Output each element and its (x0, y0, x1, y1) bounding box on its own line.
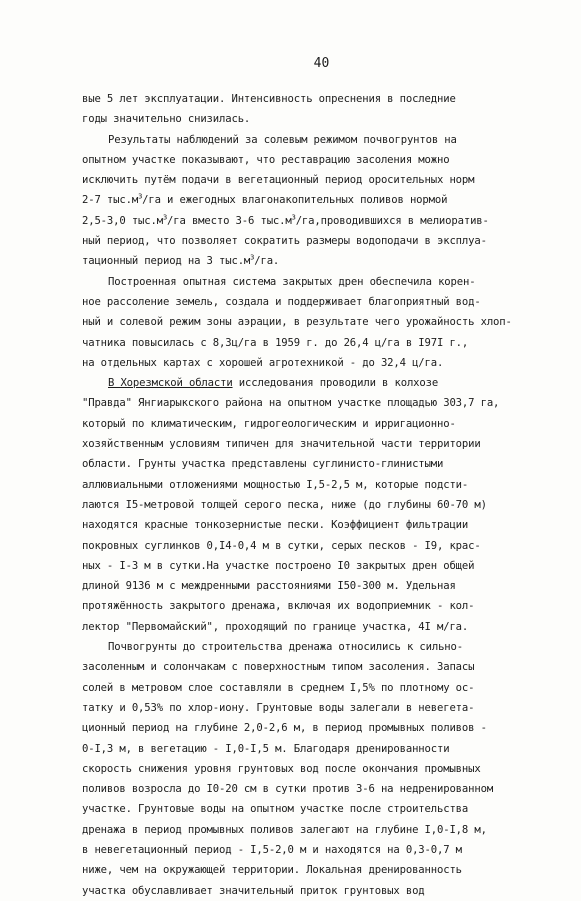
text-line (82, 840, 551, 860)
text-line (82, 556, 551, 576)
text-line (82, 820, 551, 840)
text-line (82, 434, 551, 454)
text-line (82, 393, 551, 413)
text-segment: исключить путём подачи в вегетационный период оросительных норм (82, 174, 475, 187)
text-segment: аллювиальными отложениями мощностью I,5-2,5 м, которые подсти- (82, 478, 469, 491)
text-segment: покровных суглинков 0,I4-0,4 м в сутки, серых песков - I9, крас- (82, 539, 481, 552)
paragraph (82, 130, 551, 272)
text-line (82, 536, 551, 556)
text-segment: Почвогрунты до строительства дренажа относились к сильно- (108, 641, 463, 654)
text-segment: /га и ежегодных влагонакопительных поливов нормой (142, 194, 448, 207)
text-segment: длиной 9136 м с междренными расстояниями I50-300 м. Удельная (82, 580, 456, 593)
text-segment: участка обуславливает значительный приток грунтовых вод (82, 884, 425, 897)
text-segment: татку и 0,53% по хлор-иону. Грунтовые воды залегали в невегета- (82, 701, 475, 714)
text-segment: "Правда" Янгиарыкского района на опытном участке площадью 303,7 га, (82, 397, 500, 410)
text-segment: вые 5 лет эксплуатации. Интенсивность опреснения в последние (82, 93, 456, 105)
text-line (82, 881, 551, 901)
text-segment: опытном участке показывают, что реставрацию засоления можно (82, 153, 450, 166)
text-segment: ниже, чем на окружающей территории. Локальная дренированность (82, 864, 462, 877)
text-line (82, 576, 551, 596)
text-segment: /га вместо 3-6 тыс.м (167, 214, 292, 227)
text-segment: /га,проводившихся в мелиоратив- (295, 214, 489, 227)
text-line (82, 475, 551, 495)
paragraph (82, 272, 551, 373)
text-segment: области. Грунты участка представлены суглинисто-глинистыми (82, 458, 444, 471)
text-line (82, 251, 551, 271)
text-segment: /га. (254, 255, 280, 268)
text-line (82, 799, 551, 819)
text-line (82, 231, 551, 251)
text-line (82, 170, 551, 190)
text-segment: ных - I-3 м в сутки.На участке построено I0 закрытых дрен общей (82, 559, 475, 572)
text-segment: 2,5-3,0 тыс.м (82, 214, 163, 227)
text-line (82, 779, 551, 799)
text-segment: протяжённость закрытого дренажа, включая их водоприемник - кол- (82, 600, 475, 613)
text-line (82, 617, 551, 637)
text-segment: исследования проводили в колхозе (232, 377, 439, 390)
text-line (82, 454, 551, 474)
text-line (82, 292, 551, 312)
text-line (82, 515, 551, 535)
text-line (82, 860, 551, 880)
text-segment: скорость снижения уровня грунтовых вод после окончания промывных (82, 762, 481, 775)
text-line (82, 150, 551, 170)
text-segment: тационный период на 3 тыс.м (82, 255, 251, 268)
text-line (82, 272, 551, 292)
text-line (82, 414, 551, 434)
text-line (82, 312, 551, 332)
text-segment: хозяйственным условиям типичен для значительной части территории (82, 438, 481, 451)
paragraph (82, 373, 551, 637)
text-segment: в невегетационный период - I,5-2,0 м и находятся на 0,3-0,7 м (82, 843, 462, 856)
text-line (82, 373, 551, 393)
text-segment: засоленным и солончакам с поверхностным типом засоления. Запасы (82, 661, 475, 674)
paragraph (82, 637, 551, 901)
text-line (82, 739, 551, 759)
text-segment: солей в метровом слое составляли в среднем I,5% по плотному ос- (82, 681, 475, 694)
text-line (82, 637, 551, 657)
text-segment: поливов возросла до I0-20 см в сутки против 3-6 на недренированном (82, 783, 494, 796)
text-segment: лектор "Первомайский", проходящий по границе участка, 4I м/га. (82, 620, 469, 633)
text-line (82, 333, 551, 353)
text-line (82, 353, 551, 373)
superscript: 3 (291, 213, 296, 222)
text-segment: 2-7 тыс.м (82, 194, 139, 207)
text-segment: участке. Грунтовые воды на опытном участке после строительства (82, 803, 469, 816)
text-segment: Результаты наблюдений за солевым режимом почвогрунтов на (108, 133, 457, 146)
text-line (82, 89, 551, 109)
text-segment: чатника повысилась с 8,3ц/га в 1959 г. до 26,4 ц/га в I97I г., (82, 336, 469, 349)
text-segment: который по климатическим, гидрогеологическим и ирригационно- (82, 417, 456, 430)
text-segment: лаются I5-метровой толщей серого песка, ниже (до глубины 60-70 м) (82, 498, 487, 511)
text-segment: 0-I,3 м, в вегетацию - I,0-I,5 м. Благодаря дренированности (82, 742, 450, 755)
superscript: 3 (250, 253, 255, 262)
superscript: 3 (138, 192, 143, 201)
text-segment: Построенная опытная система закрытых дрен обеспечила корен- (108, 275, 476, 288)
text-line (82, 109, 551, 129)
text-line (82, 211, 551, 231)
text-segment: на отдельных картах с хорошей агротехникой - до 32,4 ц/га. (82, 356, 444, 369)
text-line (82, 678, 551, 698)
text-segment: ционный период на глубине 2,0-2,6 м, в период промывных поливов - (82, 722, 487, 735)
text-segment: дренажа в период промывных поливов залегают на глубине I,0-I,8 м, (82, 823, 487, 836)
text-line (82, 698, 551, 718)
text-segment: ное рассоление земель, создала и поддерживает благоприятный вод- (82, 295, 481, 308)
text-line (82, 718, 551, 738)
text-segment: находятся красные тонкозернистые пески. Коэффициент фильтрации (82, 519, 469, 532)
page-number: 40 (313, 56, 330, 71)
text-line (82, 495, 551, 515)
text-segment: годы значительно снизилась. (82, 113, 251, 126)
text-segment: ный и солевой режим зоны аэрации, в результате чего урожайность хлоп- (82, 316, 512, 329)
paragraph (82, 89, 551, 130)
text-segment: ный период, что позволяет сократить размеры водоподачи в эксплуа- (82, 235, 487, 248)
superscript: 3 (162, 213, 168, 222)
underlined-region-name: В Хорезмской области (108, 377, 233, 390)
text-line (82, 190, 551, 210)
text-line (82, 130, 551, 150)
text-line (82, 657, 551, 677)
text-line (82, 759, 551, 779)
text-line (82, 596, 551, 616)
text-body (82, 89, 551, 901)
